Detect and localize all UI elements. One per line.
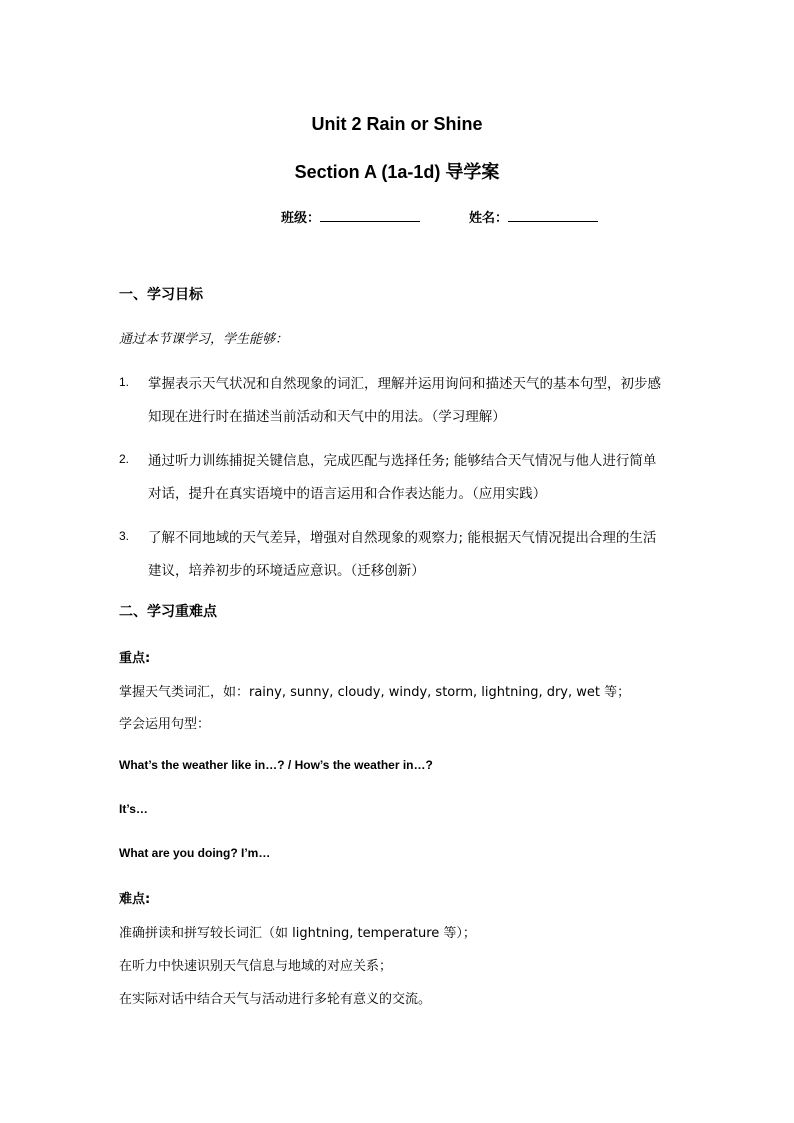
class-label: 班级： — [281, 211, 321, 226]
objective-text: 了解不同地域的天气差异，增强对自然现象的观察力; 能根据天气情况提出合理的生活 — [148, 530, 657, 546]
objective-text: 通过听力训练捕捉关键信息，完成匹配与选择任务; 能够结合天气情况与他人进行简单 — [148, 453, 657, 469]
difficulty-text: 在听力中快速识别天气信息与地域的对应关系； — [119, 959, 393, 974]
name-field — [469, 207, 598, 226]
document-title: Unit 2 Rain or Shine — [311, 114, 483, 134]
sentence-pattern: What’s the weather like in…? / How’s the weather in…? — [119, 758, 433, 772]
section1-intro: 通过本节课学习，学生能够： — [119, 332, 289, 347]
objective-text: 对话，提升在真实语境中的语言运用和合作表达能力。（应用实践） — [148, 486, 547, 502]
document-subtitle: Section A (1a-1d) 导学案 — [294, 162, 500, 182]
class-field — [281, 207, 420, 226]
objective-number: 3. — [119, 529, 130, 543]
class-blank[interactable] — [320, 208, 420, 222]
name-blank[interactable] — [508, 208, 598, 222]
objective-text: 掌握表示天气状况和自然现象的词汇，理解并运用询问和描述天气的基本句型，初步感 — [148, 376, 661, 392]
name-label: 姓名： — [469, 211, 509, 226]
key-point-text: 学会运用句型： — [119, 717, 211, 732]
difficulty-text: 在实际对话中结合天气与活动进行多轮有意义的交流。 — [119, 992, 432, 1007]
sentence-pattern: It’s… — [119, 802, 148, 816]
section2-heading: 二、学习重难点 — [119, 604, 217, 620]
difficulty-label: 难点: — [119, 892, 151, 907]
section1-heading: 一、学习目标 — [119, 287, 203, 303]
objective-number: 1. — [119, 375, 130, 389]
objective-text: 知现在进行时在描述当前活动和天气中的用法。（学习理解） — [148, 409, 506, 425]
objective-number: 2. — [119, 452, 130, 466]
key-points-label: 重点: — [119, 651, 151, 666]
key-point-text: 掌握天气类词汇，如：rainy, sunny, cloudy, windy, storm, lightning, dry, wet 等； — [119, 685, 631, 700]
sentence-pattern: What are you doing? I’m… — [119, 846, 271, 860]
difficulty-text: 准确拼读和拼写较长词汇（如 lightning, temperature 等）； — [119, 926, 476, 941]
objective-text: 建议，培养初步的环境适应意识。（迁移创新） — [148, 563, 425, 579]
